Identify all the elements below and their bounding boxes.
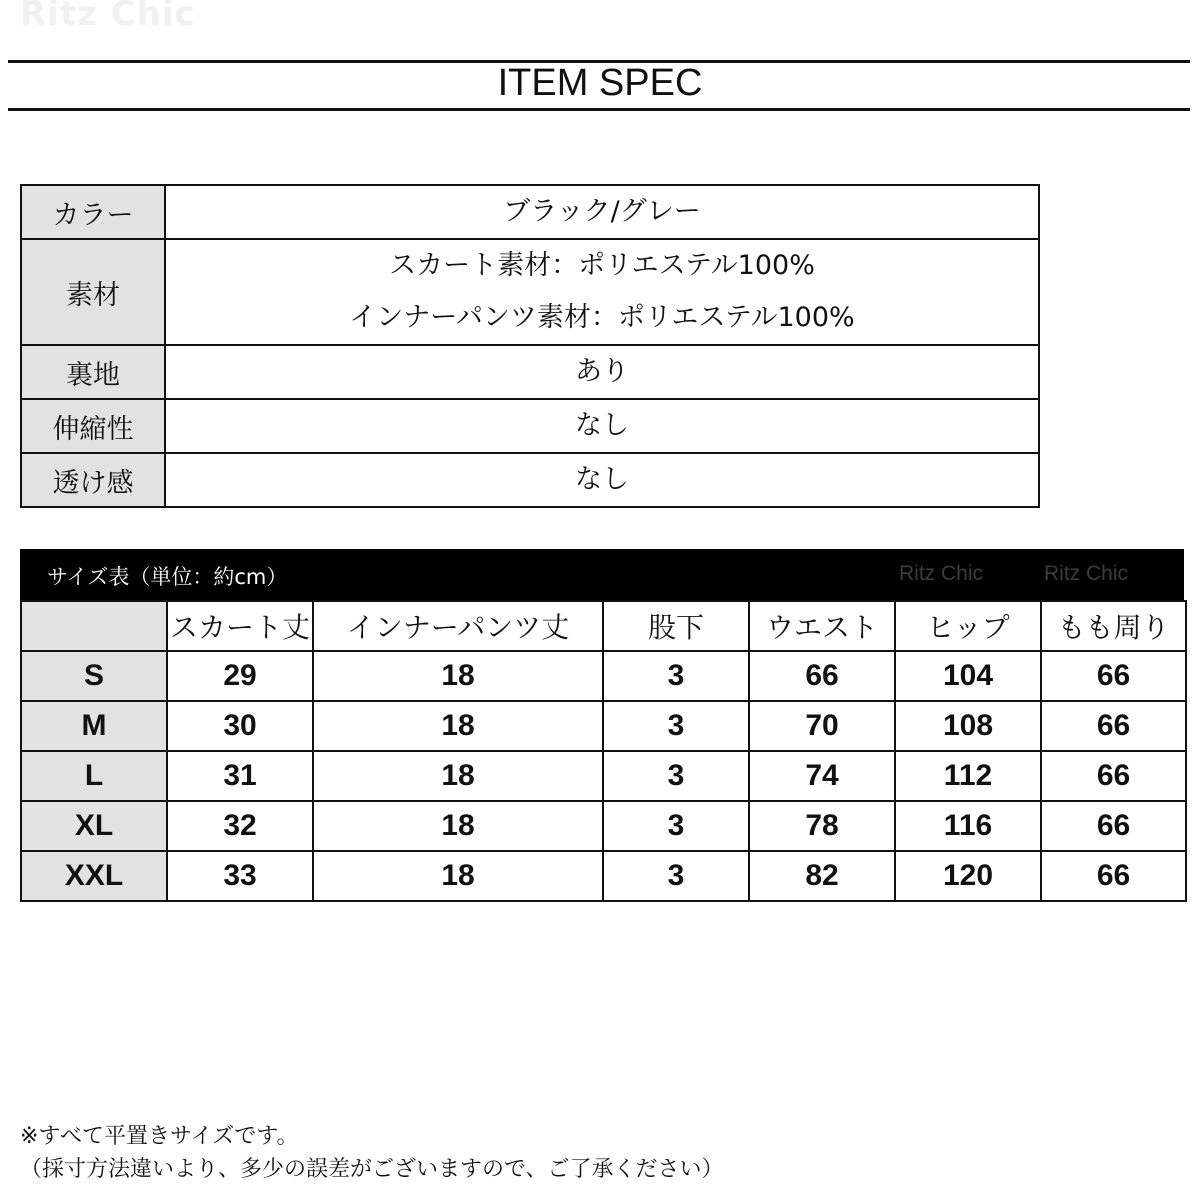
note-flat-measurement: ※すべて平置きサイズです。 — [20, 1124, 299, 1149]
size-row — [21, 801, 1186, 851]
spec-value: なし — [165, 453, 1039, 507]
size-cell: 78 — [749, 801, 895, 851]
spec-row-color — [21, 185, 1039, 239]
size-label: XXL — [21, 851, 167, 901]
size-table-header-row — [21, 601, 1186, 651]
size-cell: 74 — [749, 751, 895, 801]
size-label: L — [21, 751, 167, 801]
size-cell: 66 — [749, 651, 895, 701]
size-cell: 108 — [895, 701, 1041, 751]
size-cell: 18 — [313, 701, 603, 751]
size-cell: 120 — [895, 851, 1041, 901]
title-bottom-rule — [8, 108, 1190, 111]
header-cell: もも周り — [1041, 601, 1186, 651]
size-cell: 66 — [1041, 651, 1186, 701]
size-cell: 3 — [603, 751, 749, 801]
header-cell — [21, 601, 167, 651]
size-row — [21, 751, 1186, 801]
size-label: XL — [21, 801, 167, 851]
header-cell: インナーパンツ丈 — [313, 601, 603, 651]
size-cell: 112 — [895, 751, 1041, 801]
spec-label: 伸縮性 — [21, 399, 165, 453]
size-cell: 33 — [167, 851, 313, 901]
spec-row-material — [21, 239, 1039, 345]
spec-value: ブラック/グレー — [165, 185, 1039, 239]
size-row — [21, 651, 1186, 701]
size-cell: 18 — [313, 651, 603, 701]
size-cell: 31 — [167, 751, 313, 801]
size-cell: 70 — [749, 701, 895, 751]
spec-label: 裏地 — [21, 345, 165, 399]
size-table — [20, 600, 1187, 902]
band-watermark: Ritz Chic — [899, 562, 984, 585]
spec-value: なし — [165, 399, 1039, 453]
size-cell: 116 — [895, 801, 1041, 851]
header-cell: ヒップ — [895, 601, 1041, 651]
size-cell: 66 — [1041, 801, 1186, 851]
top-watermark: Ritz Chic — [20, 0, 196, 34]
size-cell: 66 — [1041, 751, 1186, 801]
size-cell: 18 — [313, 751, 603, 801]
page-title: ITEM SPEC — [497, 62, 703, 104]
spec-value: あり — [165, 345, 1039, 399]
size-cell: 3 — [603, 701, 749, 751]
size-cell: 32 — [167, 801, 313, 851]
header-cell: 股下 — [603, 601, 749, 651]
spec-value: スカート素材：ポリエステル100% インナーパンツ素材：ポリエステル100% — [165, 239, 1039, 345]
size-cell: 3 — [603, 801, 749, 851]
size-row — [21, 701, 1186, 751]
spec-row-lining — [21, 345, 1039, 399]
size-cell: 66 — [1041, 701, 1186, 751]
size-row — [21, 851, 1186, 901]
size-cell: 18 — [313, 851, 603, 901]
band-watermark: Ritz Chic — [1044, 562, 1129, 585]
spec-table — [20, 184, 1040, 508]
size-cell: 18 — [313, 801, 603, 851]
size-label: S — [21, 651, 167, 701]
size-cell: 104 — [895, 651, 1041, 701]
spec-row-stretch — [21, 399, 1039, 453]
size-cell: 82 — [749, 851, 895, 901]
spec-label: 素材 — [21, 239, 165, 345]
size-cell: 30 — [167, 701, 313, 751]
header-cell: ウエスト — [749, 601, 895, 651]
size-cell: 3 — [603, 851, 749, 901]
size-table-caption: サイズ表（単位：約cm） — [47, 565, 288, 589]
size-table-header-band — [20, 549, 1184, 600]
spec-row-sheerness — [21, 453, 1039, 507]
header-cell: スカート丈 — [167, 601, 313, 651]
size-cell: 29 — [167, 651, 313, 701]
spec-label: 透け感 — [21, 453, 165, 507]
size-label: M — [21, 701, 167, 751]
size-cell: 3 — [603, 651, 749, 701]
spec-label: カラー — [21, 185, 165, 239]
note-measurement-disclaimer: （採寸方法違いより、多少の誤差がございますので、ご了承ください） — [20, 1157, 724, 1182]
size-cell: 66 — [1041, 851, 1186, 901]
